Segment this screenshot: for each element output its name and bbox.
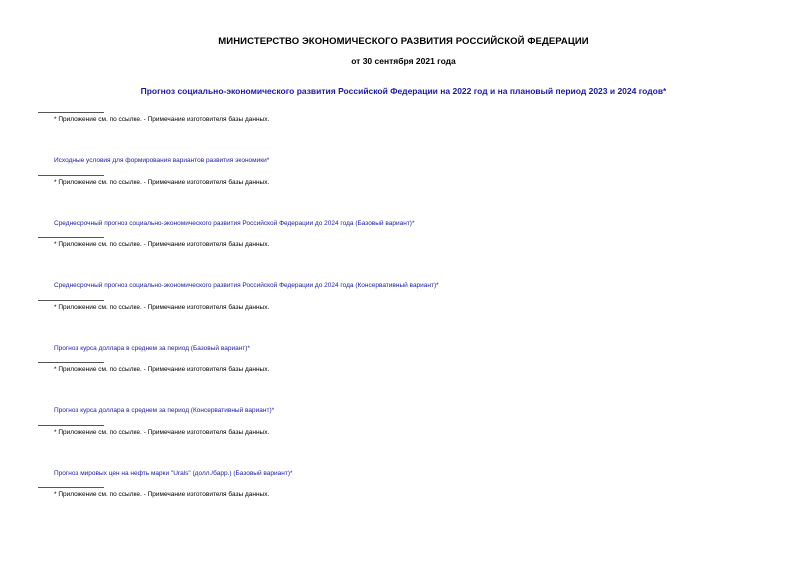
footnote-divider (38, 362, 104, 363)
footnote-text: * Приложение см. по ссылке. - Примечание изготовителя базы данных. (54, 366, 270, 373)
section-link-forecast-conservative[interactable]: Среднесрочный прогноз социально-экономического развития Российской Федерации до 2024 года (Консервативный вариант)* (54, 282, 439, 289)
footnote-divider (38, 175, 104, 176)
footnote-divider (38, 300, 104, 301)
section-link-oil-urals-base[interactable]: Прогноз мировых цен на нефть марки "Urals" (долл./барр.) (Базовый вариант)* (54, 470, 293, 477)
footnote-divider (38, 425, 104, 426)
footnote-divider (38, 112, 104, 113)
footnote-text: * Приложение см. по ссылке. - Примечание изготовителя базы данных. (54, 491, 270, 498)
section-link-forecast-base[interactable]: Среднесрочный прогноз социально-экономического развития Российской Федерации до 2024 года (Базовый вариант)* (54, 220, 415, 227)
footnote-text: * Приложение см. по ссылке. - Примечание изготовителя базы данных. (54, 116, 270, 123)
main-forecast-link[interactable]: Прогноз социально-экономического развития Российской Федерации на 2022 год и на плановый период 2023 и 2024 годов* (140, 86, 667, 96)
document-date: от 30 сентября 2021 года (351, 56, 456, 66)
section-link-dollar-base[interactable]: Прогноз курса доллара в среднем за период (Базовый вариант)* (54, 345, 250, 352)
footnote-text: * Приложение см. по ссылке. - Примечание изготовителя базы данных. (54, 429, 270, 436)
footnote-divider (38, 237, 104, 238)
footnote-text: * Приложение см. по ссылке. - Примечание изготовителя базы данных. (54, 179, 270, 186)
footnote-text: * Приложение см. по ссылке. - Примечание изготовителя базы данных. (54, 304, 270, 311)
ministry-heading: МИНИСТЕРСТВО ЭКОНОМИЧЕСКОГО РАЗВИТИЯ РОССИЙСКОЙ ФЕДЕРАЦИИ (218, 36, 589, 47)
footnote-divider (38, 487, 104, 488)
footnote-text: * Приложение см. по ссылке. - Примечание изготовителя базы данных. (54, 241, 270, 248)
section-link-dollar-conservative[interactable]: Прогноз курса доллара в среднем за период (Консервативный вариант)* (54, 407, 275, 414)
section-link-initial-conditions[interactable]: Исходные условия для формирования вариантов развития экономики* (54, 157, 270, 164)
